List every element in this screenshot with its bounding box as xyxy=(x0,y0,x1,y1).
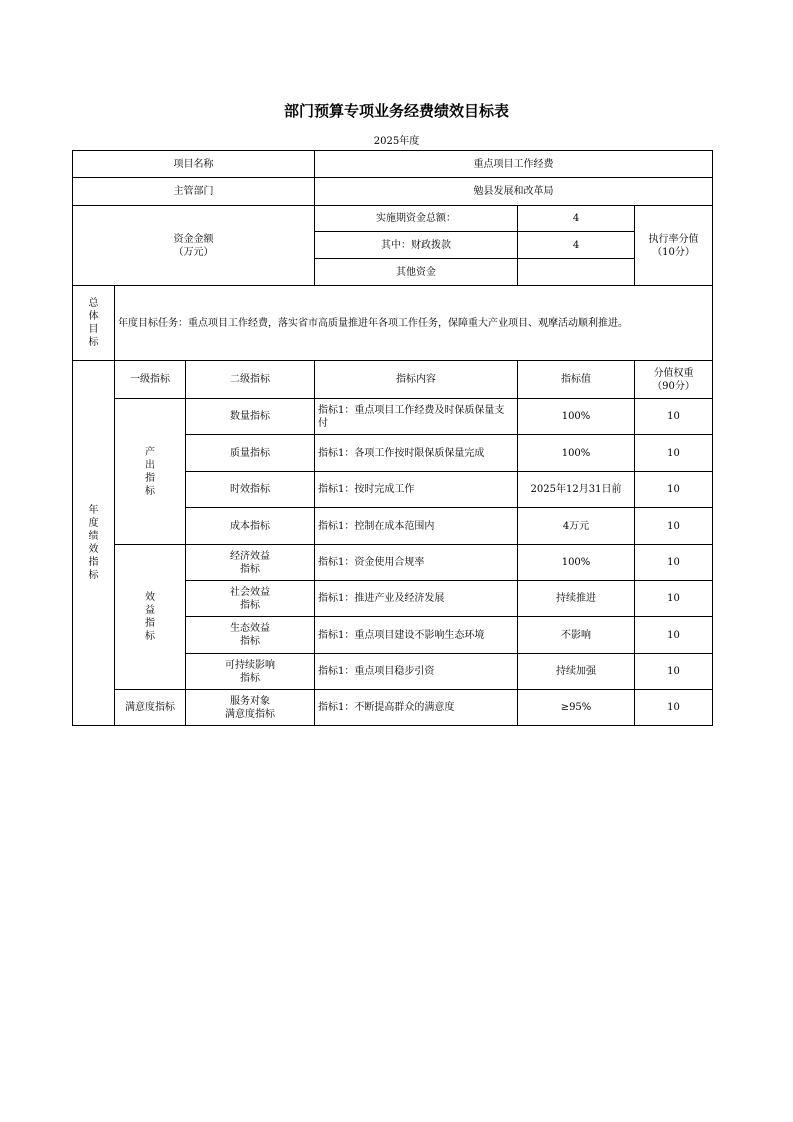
level1-header: 一级指标 xyxy=(115,361,186,399)
execution-rate-label: 执行率分值 （10分） xyxy=(635,206,713,286)
level2-cell: 社会效益 指标 xyxy=(186,581,315,617)
content-cell: 指标1：推进产业及经济发展 xyxy=(315,581,518,617)
value-cell: ≥95% xyxy=(518,690,635,726)
page-title: 部门预算专项业务经费绩效目标表 xyxy=(283,102,509,120)
value-cell: 持续加强 xyxy=(518,654,635,690)
value-header: 指标值 xyxy=(518,361,635,399)
project-name-label: 项目名称 xyxy=(73,151,315,178)
department-row xyxy=(73,178,713,206)
value-cell: 持续推进 xyxy=(518,581,635,617)
weight-cell: 10 xyxy=(635,399,713,435)
level2-cell: 生态效益 指标 xyxy=(186,617,315,654)
funds-other-label: 其他资金 xyxy=(315,259,518,286)
value-cell: 2025年12月31日前 xyxy=(518,472,635,508)
level2-cell: 服务对象 满意度指标 xyxy=(186,690,315,726)
weight-cell: 10 xyxy=(635,435,713,472)
funds-total-value: 4 xyxy=(518,206,635,232)
funds-fiscal-value: 4 xyxy=(518,232,635,259)
performance-target-table xyxy=(72,150,713,726)
indicator-header-row xyxy=(73,361,713,399)
overall-goal-label: 总体目标 xyxy=(73,286,115,361)
project-name-value: 重点项目工作经费 xyxy=(315,151,713,178)
level2-cell: 数量指标 xyxy=(186,399,315,435)
content-header: 指标内容 xyxy=(315,361,518,399)
content-cell: 指标1：重点项目工作经费及时保质保量支付 xyxy=(315,399,518,435)
weight-cell: 10 xyxy=(635,508,713,545)
content-cell: 指标1：各项工作按时限保质保量完成 xyxy=(315,435,518,472)
value-cell: 100% xyxy=(518,545,635,581)
content-cell: 指标1：按时完成工作 xyxy=(315,472,518,508)
level2-cell: 时效指标 xyxy=(186,472,315,508)
weight-cell: 10 xyxy=(635,690,713,726)
content-cell: 指标1：不断提高群众的满意度 xyxy=(315,690,518,726)
value-cell: 不影响 xyxy=(518,617,635,654)
value-cell: 100% xyxy=(518,435,635,472)
funds-total-row xyxy=(73,206,713,232)
funds-total-label: 实施期资金总额： xyxy=(315,206,518,232)
content-cell: 指标1：重点项目建设不影响生态环境 xyxy=(315,617,518,654)
overall-goal-row xyxy=(73,286,713,361)
value-cell: 4万元 xyxy=(518,508,635,545)
weight-header: 分值权重 （90分） xyxy=(635,361,713,399)
annual-indicator-label: 年度绩效指标 xyxy=(73,361,115,726)
funds-label: 资金金额 （万元） xyxy=(73,206,315,286)
value-cell: 100% xyxy=(518,399,635,435)
weight-cell: 10 xyxy=(635,617,713,654)
weight-cell: 10 xyxy=(635,545,713,581)
benefit-indicator-group: 效益指标 xyxy=(115,545,186,690)
overall-goal-content: 年度目标任务：重点项目工作经费，落实省市高质量推进年各项工作任务，保障重大产业项目、观摩活动顺利推进。 xyxy=(115,286,713,361)
department-value: 勉县发展和改革局 xyxy=(315,178,713,206)
content-cell: 指标1：重点项目稳步引资 xyxy=(315,654,518,690)
weight-cell: 10 xyxy=(635,654,713,690)
weight-cell: 10 xyxy=(635,472,713,508)
department-label: 主管部门 xyxy=(73,178,315,206)
level2-header: 二级指标 xyxy=(186,361,315,399)
fiscal-year: 2025年度 xyxy=(373,136,420,147)
table-row xyxy=(73,690,713,726)
project-name-row xyxy=(73,151,713,178)
content-cell: 指标1：资金使用合规率 xyxy=(315,545,518,581)
table-row xyxy=(73,399,713,435)
level2-cell: 经济效益 指标 xyxy=(186,545,315,581)
satisfaction-indicator-group: 满意度指标 xyxy=(115,690,186,726)
weight-cell: 10 xyxy=(635,581,713,617)
table-row xyxy=(73,545,713,581)
level2-cell: 成本指标 xyxy=(186,508,315,545)
content-cell: 指标1：控制在成本范围内 xyxy=(315,508,518,545)
funds-other-value xyxy=(518,259,635,286)
output-indicator-group: 产出指标 xyxy=(115,399,186,545)
funds-fiscal-label: 其中：财政拨款 xyxy=(315,232,518,259)
level2-cell: 可持续影响 指标 xyxy=(186,654,315,690)
level2-cell: 质量指标 xyxy=(186,435,315,472)
